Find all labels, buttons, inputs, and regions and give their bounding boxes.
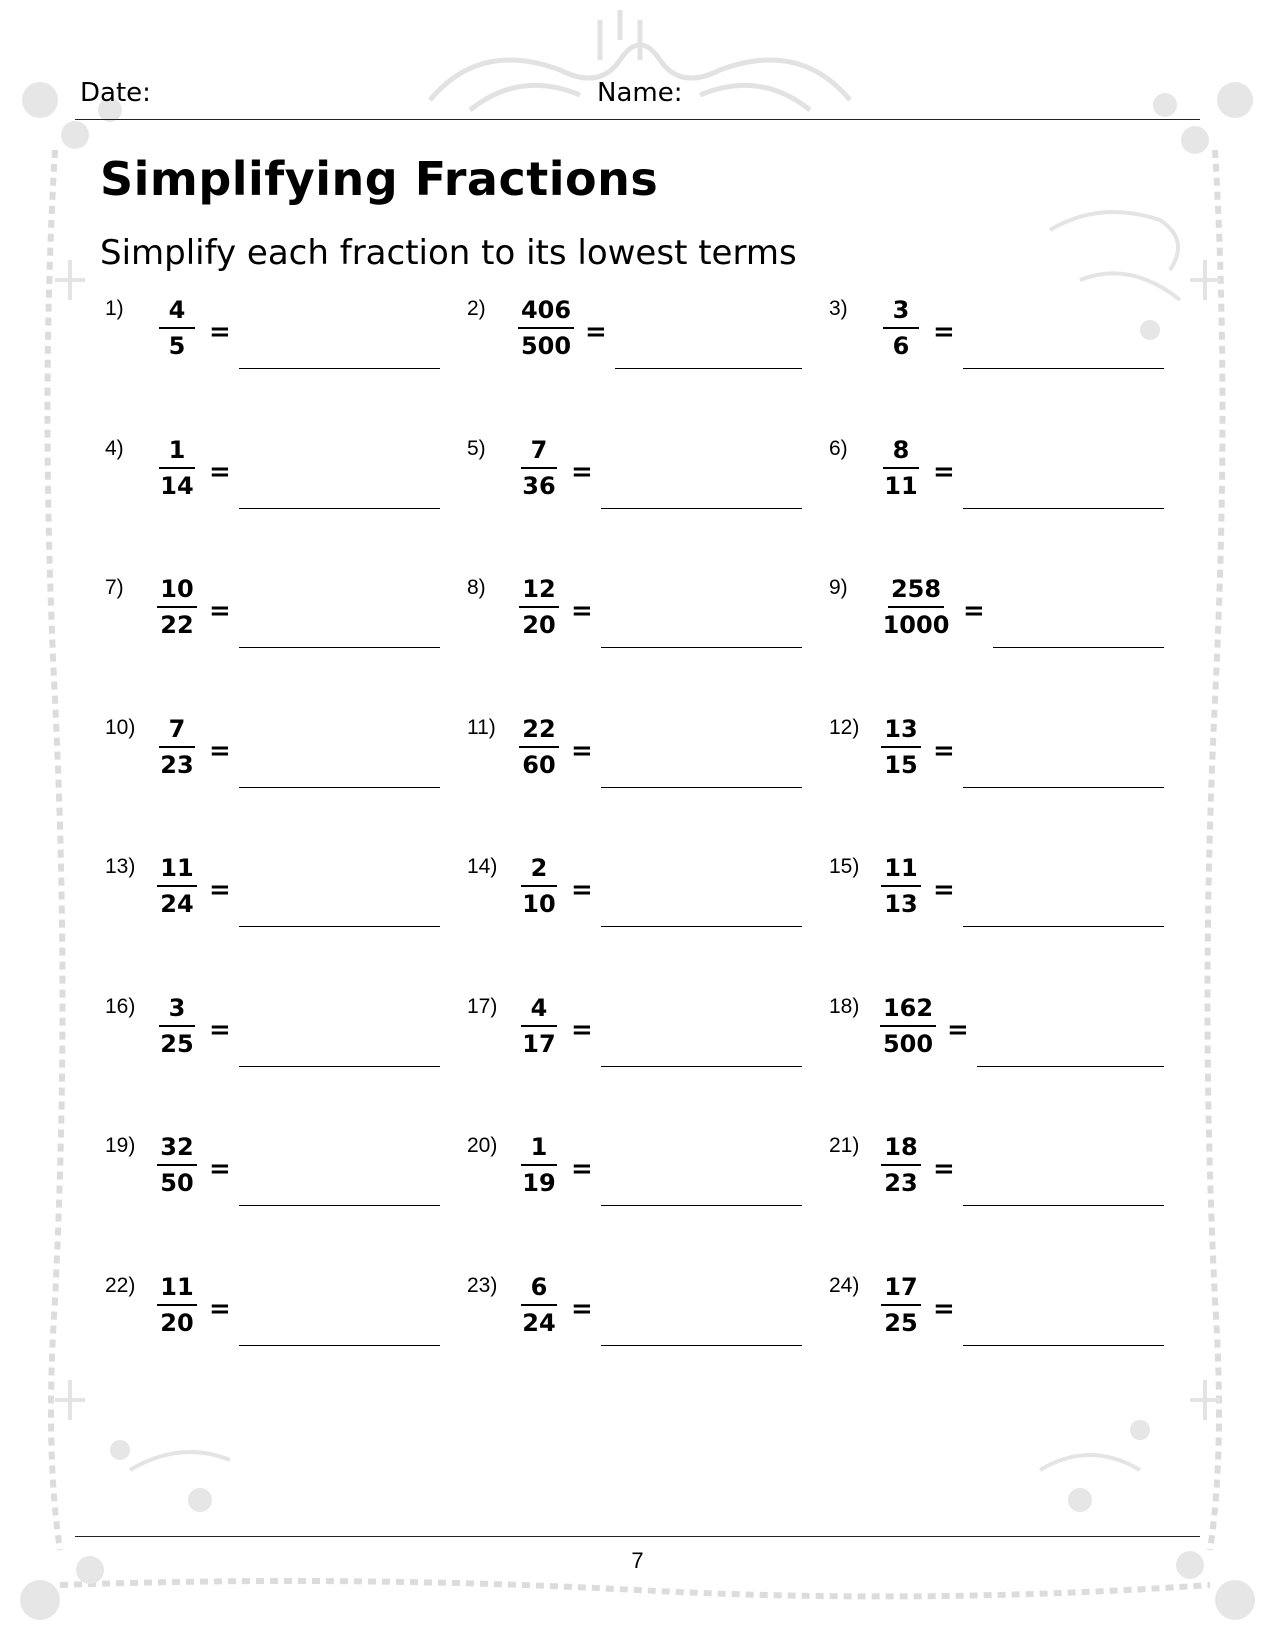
answer-line[interactable] — [963, 1345, 1164, 1346]
answer-line[interactable] — [601, 1205, 802, 1206]
fraction — [157, 576, 197, 638]
fraction — [519, 855, 559, 917]
equals-sign: = — [933, 736, 955, 766]
problem-number: 24) — [829, 1274, 860, 1297]
denominator: 6 — [892, 332, 910, 360]
denominator: 500 — [520, 332, 572, 360]
numerator: 11 — [881, 855, 920, 887]
problem-number: 16) — [105, 995, 136, 1018]
answer-line[interactable] — [963, 1205, 1164, 1206]
problem-8 — [467, 576, 807, 686]
numerator: 162 — [880, 995, 936, 1027]
problem-number: 17) — [467, 995, 498, 1018]
answer-line[interactable] — [239, 926, 440, 927]
problem-number: 22) — [105, 1274, 136, 1297]
equals-sign: = — [209, 1154, 231, 1184]
equals-sign: = — [963, 596, 985, 626]
denominator: 23 — [160, 751, 194, 779]
answer-line[interactable] — [963, 508, 1164, 509]
equals-sign: = — [933, 875, 955, 905]
fraction — [519, 297, 573, 359]
header-rule — [75, 119, 1200, 120]
fraction — [881, 995, 935, 1057]
equals-sign: = — [933, 1294, 955, 1324]
denominator: 500 — [882, 1030, 934, 1058]
equals-sign: = — [933, 457, 955, 487]
problem-number: 21) — [829, 1134, 860, 1157]
problem-number: 11) — [467, 716, 496, 739]
numerator: 258 — [888, 576, 944, 608]
denominator: 1000 — [882, 611, 950, 639]
equals-sign: = — [571, 736, 593, 766]
problem-number: 8) — [467, 576, 486, 599]
fraction — [519, 995, 559, 1057]
answer-line[interactable] — [601, 926, 802, 927]
denominator: 11 — [884, 472, 918, 500]
problem-number: 2) — [467, 297, 486, 320]
denominator: 25 — [160, 1030, 194, 1058]
fraction — [881, 297, 921, 359]
denominator: 22 — [160, 611, 194, 639]
answer-line[interactable] — [601, 508, 802, 509]
answer-line[interactable] — [993, 647, 1164, 648]
footer-rule — [75, 1536, 1200, 1537]
denominator: 50 — [160, 1169, 194, 1197]
numerator: 2 — [521, 855, 557, 887]
problem-12 — [829, 716, 1169, 826]
problem-20 — [467, 1134, 807, 1244]
fraction — [519, 716, 559, 778]
problem-number: 10) — [105, 716, 136, 739]
fraction — [157, 716, 197, 778]
equals-sign: = — [209, 1015, 231, 1045]
problem-number: 9) — [829, 576, 848, 599]
equals-sign: = — [209, 317, 231, 347]
numerator: 4 — [159, 297, 195, 329]
answer-line[interactable] — [601, 1066, 802, 1067]
answer-line[interactable] — [239, 1066, 440, 1067]
denominator: 25 — [884, 1309, 918, 1337]
equals-sign: = — [209, 875, 231, 905]
problem-number: 6) — [829, 437, 848, 460]
answer-line[interactable] — [601, 647, 802, 648]
numerator: 1 — [521, 1134, 557, 1166]
fraction — [881, 716, 921, 778]
problem-number: 7) — [105, 576, 124, 599]
equals-sign: = — [947, 1015, 969, 1045]
answer-line[interactable] — [963, 926, 1164, 927]
problem-number: 1) — [105, 297, 124, 320]
fraction — [881, 1274, 921, 1336]
answer-line[interactable] — [615, 368, 802, 369]
fraction — [157, 995, 197, 1057]
answer-line[interactable] — [239, 1205, 440, 1206]
problem-number: 20) — [467, 1134, 498, 1157]
problem-number: 4) — [105, 437, 124, 460]
answer-line[interactable] — [977, 1066, 1164, 1067]
denominator: 24 — [160, 890, 194, 918]
numerator: 10 — [157, 576, 196, 608]
fraction — [157, 437, 197, 499]
numerator: 3 — [159, 995, 195, 1027]
problem-5 — [467, 437, 807, 547]
numerator: 8 — [883, 437, 919, 469]
answer-line[interactable] — [239, 787, 440, 788]
fraction — [157, 1274, 197, 1336]
fraction — [519, 1274, 559, 1336]
denominator: 15 — [884, 751, 918, 779]
answer-line[interactable] — [963, 368, 1164, 369]
numerator: 6 — [521, 1274, 557, 1306]
numerator: 11 — [157, 855, 196, 887]
problem-number: 15) — [829, 855, 860, 878]
numerator: 12 — [519, 576, 558, 608]
fraction — [519, 437, 559, 499]
problem-11 — [467, 716, 807, 826]
numerator: 7 — [159, 716, 195, 748]
equals-sign: = — [571, 1154, 593, 1184]
date-label: Date: — [80, 78, 151, 108]
numerator: 13 — [881, 716, 920, 748]
answer-line[interactable] — [601, 787, 802, 788]
denominator: 36 — [522, 472, 556, 500]
numerator: 32 — [157, 1134, 196, 1166]
problem-number: 5) — [467, 437, 486, 460]
problem-22 — [105, 1274, 445, 1384]
problem-number: 14) — [467, 855, 498, 878]
denominator: 20 — [160, 1309, 194, 1337]
problem-6 — [829, 437, 1169, 547]
problem-number: 19) — [105, 1134, 136, 1157]
denominator: 23 — [884, 1169, 918, 1197]
fraction — [881, 855, 921, 917]
numerator: 4 — [521, 995, 557, 1027]
equals-sign: = — [933, 317, 955, 347]
fraction — [157, 1134, 197, 1196]
equals-sign: = — [571, 1015, 593, 1045]
problem-2 — [467, 297, 807, 407]
name-label: Name: — [597, 78, 683, 108]
equals-sign: = — [585, 317, 607, 347]
problem-19 — [105, 1134, 445, 1244]
fraction — [157, 297, 197, 359]
problem-17 — [467, 995, 807, 1105]
problem-7 — [105, 576, 445, 686]
answer-line[interactable] — [239, 647, 440, 648]
page-number: 7 — [631, 1548, 644, 1573]
problem-15 — [829, 855, 1169, 965]
answer-line[interactable] — [963, 787, 1164, 788]
equals-sign: = — [209, 736, 231, 766]
problem-1 — [105, 297, 445, 407]
fraction — [519, 576, 559, 638]
problem-13 — [105, 855, 445, 965]
problem-number: 23) — [467, 1274, 498, 1297]
denominator: 14 — [160, 472, 194, 500]
numerator: 22 — [519, 716, 558, 748]
fraction — [881, 576, 951, 638]
answer-line[interactable] — [239, 368, 440, 369]
worksheet-title: Simplifying Fractions — [100, 152, 659, 206]
denominator: 5 — [168, 332, 186, 360]
problem-3 — [829, 297, 1169, 407]
numerator: 406 — [518, 297, 574, 329]
denominator: 17 — [522, 1030, 556, 1058]
answer-line[interactable] — [239, 508, 440, 509]
equals-sign: = — [209, 1294, 231, 1324]
denominator: 19 — [522, 1169, 556, 1197]
fraction — [519, 1134, 559, 1196]
problem-number: 13) — [105, 855, 136, 878]
problem-16 — [105, 995, 445, 1105]
equals-sign: = — [571, 1294, 593, 1324]
denominator: 13 — [884, 890, 918, 918]
numerator: 17 — [881, 1274, 920, 1306]
equals-sign: = — [571, 875, 593, 905]
problem-21 — [829, 1134, 1169, 1244]
problem-9 — [829, 576, 1169, 686]
problem-10 — [105, 716, 445, 826]
problem-number: 18) — [829, 995, 860, 1018]
problem-24 — [829, 1274, 1169, 1384]
equals-sign: = — [571, 596, 593, 626]
problem-number: 12) — [829, 716, 860, 739]
problem-23 — [467, 1274, 807, 1384]
problem-14 — [467, 855, 807, 965]
equals-sign: = — [933, 1154, 955, 1184]
answer-line[interactable] — [601, 1345, 802, 1346]
denominator: 24 — [522, 1309, 556, 1337]
numerator: 3 — [883, 297, 919, 329]
fraction — [881, 1134, 921, 1196]
numerator: 1 — [159, 437, 195, 469]
equals-sign: = — [209, 596, 231, 626]
numerator: 7 — [521, 437, 557, 469]
numerator: 18 — [881, 1134, 920, 1166]
denominator: 10 — [522, 890, 556, 918]
equals-sign: = — [209, 457, 231, 487]
numerator: 11 — [157, 1274, 196, 1306]
problem-4 — [105, 437, 445, 547]
denominator: 60 — [522, 751, 556, 779]
fraction — [881, 437, 921, 499]
answer-line[interactable] — [239, 1345, 440, 1346]
problem-18 — [829, 995, 1169, 1105]
denominator: 20 — [522, 611, 556, 639]
equals-sign: = — [571, 457, 593, 487]
problem-number: 3) — [829, 297, 848, 320]
worksheet-instructions: Simplify each fraction to its lowest terms — [100, 233, 797, 273]
fraction — [157, 855, 197, 917]
